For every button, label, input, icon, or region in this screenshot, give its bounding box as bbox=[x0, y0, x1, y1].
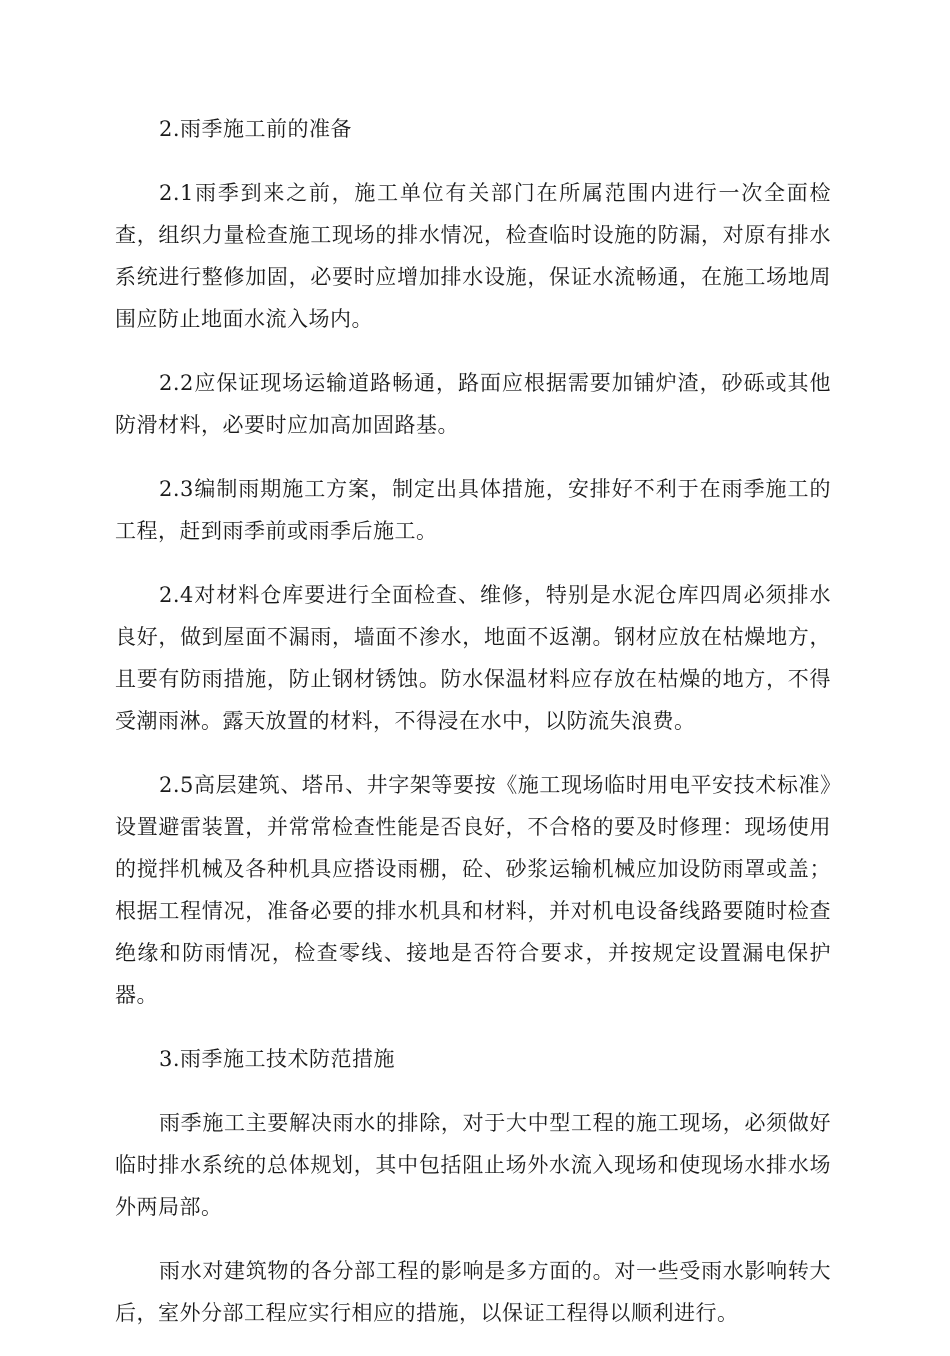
paragraph-drainage: 雨季施工主要解决雨水的排除，对于大中型工程的施工现场，必须做好临时排水系统的总体规划，其中包括阻止场外水流入现场和使现场水排水场外两局部。 bbox=[115, 1111, 831, 1219]
paragraph-2-2: 2.2应保证现场运输道路畅通，路面应根据需要加铺炉渣，砂砾或其他防滑材料，必要时应加高加固路基。 bbox=[115, 371, 831, 437]
paragraph-2-3: 2.3编制雨期施工方案，制定出具体措施，安排好不利于在雨季施工的工程，赶到雨季前或雨季后施工。 bbox=[115, 477, 831, 543]
paragraph-rain-impact: 雨水对建筑物的各分部工程的影响是多方面的。对一些受雨水影响转大后，室外分部工程应实行相应的措施，以保证工程得以顺利进行。 bbox=[115, 1259, 831, 1325]
paragraph-2-1: 2.1雨季到来之前，施工单位有关部门在所属范围内进行一次全面检查，组织力量检查施工现场的排水情况，检查临时设施的防漏，对原有排水系统进行整修加固，必要时应增加排水设施，保证水流畅通，在施工场地周围应防止地面水流入场内。 bbox=[115, 181, 831, 331]
section-heading-rainy-season-preparation: 2.雨季施工前的准备 bbox=[159, 117, 353, 141]
document-body bbox=[115, 108, 831, 1356]
section-heading-rainy-season-measures: 3.雨季施工技术防范措施 bbox=[159, 1047, 396, 1071]
paragraph-2-4: 2.4对材料仓库要进行全面检查、维修，特别是水泥仓库四周必须排水良好，做到屋面不漏雨，墙面不渗水，地面不返潮。钢材应放在枯燥地方，且要有防雨措施，防止钢材锈蚀。防水保温材料应存放在枯燥的地方，不得受潮雨淋。露天放置的材料，不得浸在水中，以防流失浪费。 bbox=[115, 583, 831, 733]
paragraph-2-5: 2.5高层建筑、塔吊、井字架等要按《施工现场临时用电平安技术标准》设置避雷装置，并常常检查性能是否良好，不合格的要及时修理：现场使用的搅拌机械及各种机具应搭设雨棚，砼、砂浆运输机械应加设防雨罩或盖；根据工程情况，准备必要的排水机具和材料，并对机电设备线路要随时检查绝缘和防雨情况，检查零线、接地是否符合要求，并按规定设置漏电保护器。 bbox=[115, 773, 831, 1007]
